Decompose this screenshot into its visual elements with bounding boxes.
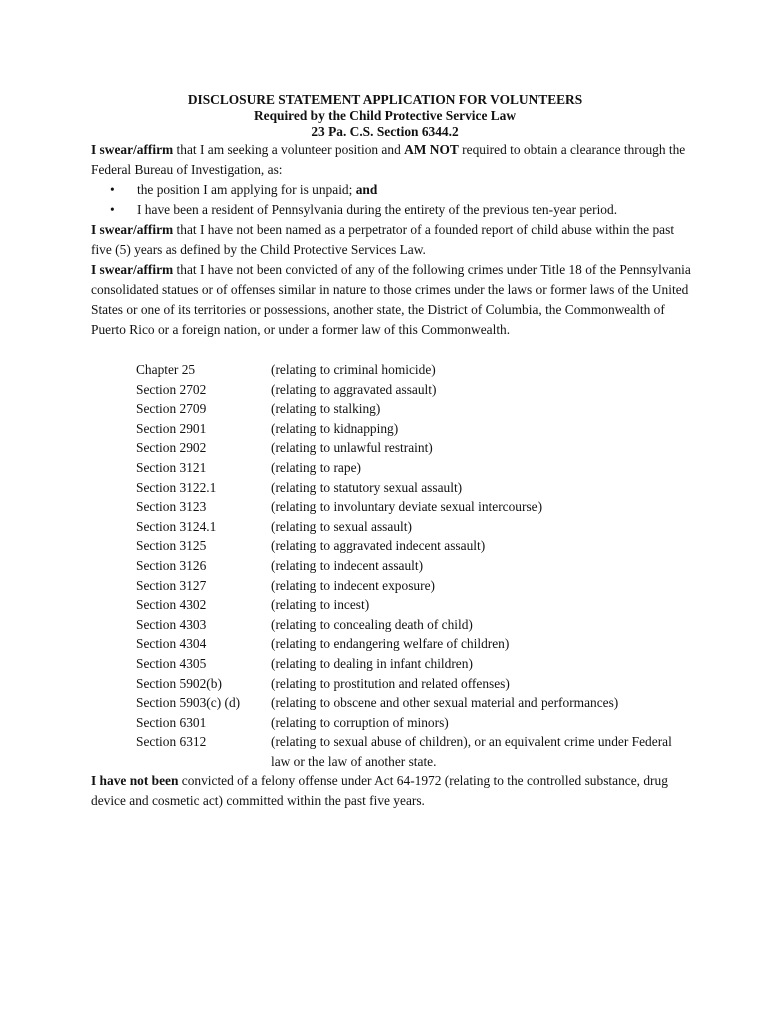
crime-row (136, 399, 691, 419)
crime-section: Section 4305 (136, 655, 207, 671)
crime-section: Section 5903(c) (d) (136, 695, 241, 711)
crime-section: Section 3126 (136, 557, 207, 573)
felony-lead: I have not been (91, 773, 179, 789)
crime-description: (relating to aggravated assault) (271, 381, 437, 397)
crime-row (136, 360, 691, 380)
crime-description: (relating to concealing death of child) (271, 616, 473, 632)
crime-section: Section 2702 (136, 381, 207, 397)
crime-section: Chapter 25 (136, 362, 196, 377)
bullet-icon: • (110, 182, 115, 197)
crime-section: Section 2902 (136, 440, 207, 456)
crimes-list (136, 360, 691, 771)
crime-row (136, 595, 691, 615)
crime-row (136, 419, 691, 439)
affirmation-child-abuse (91, 220, 691, 260)
crime-row (136, 713, 691, 733)
crime-description: (relating to sexual assault) (271, 518, 412, 534)
crime-description: (relating to corruption of minors) (271, 714, 449, 730)
crime-description: (relating to unlawful restraint) (271, 440, 433, 456)
crime-row (136, 634, 691, 654)
crime-description: (relating to criminal homicide) (271, 362, 436, 377)
crime-section: Section 4303 (136, 616, 207, 632)
bullet-text: I have been a resident of Pennsylvania during the entirety of the previous ten-year period. (137, 202, 618, 217)
crime-row (136, 556, 691, 576)
crime-description: (relating to stalking) (271, 401, 381, 417)
crime-row (136, 458, 691, 478)
crime-section: Section 3123 (136, 499, 207, 515)
affirm-lead: I swear/affirm (91, 262, 174, 277)
document-subtitle: Required by the Child Protective Service Law (253, 108, 517, 123)
list-item (91, 200, 691, 220)
document-page (91, 92, 691, 811)
crime-row (136, 517, 691, 537)
crime-row (136, 732, 691, 771)
crime-section: Section 2901 (136, 420, 207, 436)
crime-section: Section 2709 (136, 401, 207, 417)
crime-description: (relating to involuntary deviate sexual intercourse) (271, 499, 543, 515)
crime-row (136, 615, 691, 635)
document-title: DISCLOSURE STATEMENT APPLICATION FOR VOLUNTEERS (187, 92, 583, 107)
crime-description: (relating to prostitution and related offenses) (271, 675, 510, 691)
crime-row (136, 478, 691, 498)
crime-section: Section 3127 (136, 577, 207, 593)
affirm-lead: I swear/affirm (91, 222, 174, 237)
crime-section: Section 4304 (136, 636, 207, 652)
title-block (79, 92, 691, 140)
affirm-text: that I have not been named as a perpetrator of a founded report of child abuse within the past five (5) years as defined by the Child Protective Services Law. (91, 222, 675, 257)
affirm-text-a: that I am seeking a volunteer position and (173, 142, 405, 157)
crime-description: (relating to kidnapping) (271, 420, 399, 436)
crime-section: Section 4302 (136, 597, 207, 613)
crime-description: (relating to statutory sexual assault) (271, 479, 463, 495)
crime-description: (relating to endangering welfare of children) (271, 636, 510, 652)
felony-text: convicted of a felony offense under Act 64-1972 (relating to the controlled substance, drug device and cosmetic act) committed within the past five years. (91, 773, 668, 809)
crime-description: (relating to aggravated indecent assault) (271, 538, 486, 554)
crime-row (136, 674, 691, 694)
crime-section: Section 6312 (136, 734, 207, 750)
affirmation-crimes (91, 260, 691, 340)
crime-section: Section 3124.1 (136, 518, 217, 534)
crime-description: (relating to incest) (271, 597, 370, 613)
crime-row (136, 438, 691, 458)
affirmation-felony (91, 771, 691, 811)
crime-section: Section 3125 (136, 538, 207, 554)
crime-description: (relating to dealing in infant children) (271, 655, 473, 671)
crime-description: (relating to indecent exposure) (271, 577, 435, 593)
crime-description: (relating to indecent assault) (271, 557, 424, 573)
statute-reference: 23 Pa. C.S. Section 6344.2 (311, 124, 459, 139)
crime-row (136, 654, 691, 674)
crime-section: Section 5902(b) (136, 675, 222, 691)
affirm-text-b: required to obtain a clearance through the Federal Bureau of Investigation, as: (91, 142, 686, 177)
bullet-icon: • (110, 202, 115, 217)
crime-row (136, 576, 691, 596)
affirmation-volunteer (91, 140, 691, 180)
crime-section: Section 6301 (136, 714, 207, 730)
crime-row (136, 497, 691, 517)
bullet-and: and (355, 182, 378, 197)
conditions-list (91, 180, 691, 220)
crime-section: Section 3121 (136, 459, 207, 475)
am-not-bold: AM NOT (404, 142, 459, 157)
crime-section: Section 3122.1 (136, 479, 217, 495)
list-item (91, 180, 691, 200)
crime-description: (relating to rape) (271, 459, 361, 475)
crime-row (136, 536, 691, 556)
crime-description: (relating to sexual abuse of children), or an equivalent crime under Federal law or the law of another state. (271, 734, 672, 769)
affirm-text: that I have not been convicted of any of the following crimes under Title 18 of the Pennsylvania consolidated statues or of offenses similar in nature to those crimes under the laws or former laws of the United States or one of its territories or possessions, another state, the District of Columbia, the Commonwealth of Puerto Rico or a foreign nation, or under a former law of this Commonwealth. (91, 262, 691, 337)
crime-row (136, 693, 691, 713)
crime-description: (relating to obscene and other sexual material and performances) (271, 695, 619, 711)
bullet-text: the position I am applying for is unpaid; (137, 182, 356, 197)
affirm-lead: I swear/affirm (91, 142, 174, 157)
crime-row (136, 380, 691, 400)
